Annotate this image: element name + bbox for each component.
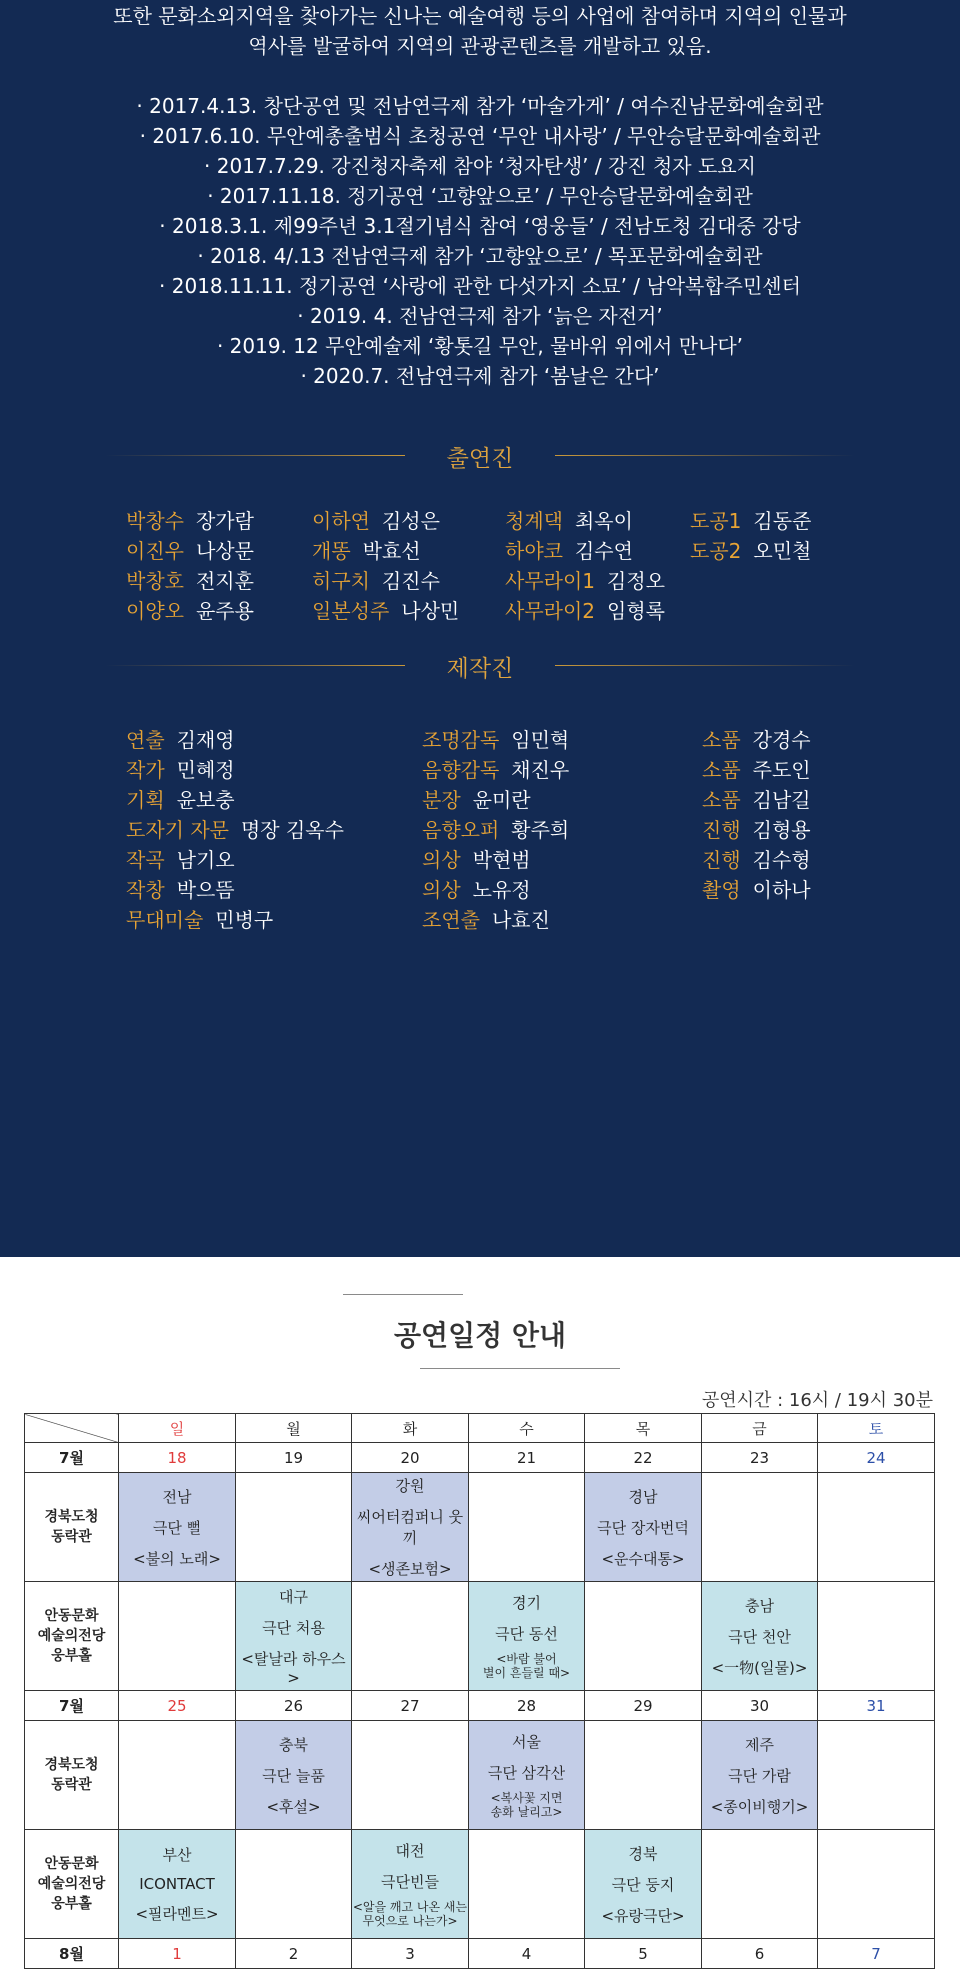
event-line: 극단 가람 [728,1766,791,1785]
history-item: · 2017.11.18. 정기공연 ‘고향앞으로’ / 무안승달문화예술회관 [207,184,753,208]
date-cell: 20 [352,1443,469,1473]
event-line: 대전 [395,1842,425,1860]
crew-entry: 음향감독 채진우 [422,758,570,782]
event-line: <후설> [266,1797,321,1816]
date-cell: 6 [702,1939,818,1969]
crew-entry: 음향오퍼 황주희 [422,818,570,842]
cast-entry: 이진우 나상문 [126,539,254,563]
empty-cell [469,1830,585,1939]
date-cell: 2 [236,1939,352,1969]
event-line: 극단 삼각산 [487,1764,566,1782]
day-header: 목 [585,1414,702,1443]
venue-cell: 경북도청 동락관 [25,1721,119,1830]
event-line: 극단 처용 [262,1618,325,1637]
empty-cell [818,1830,935,1939]
event-line: 극단 동선 [495,1625,558,1643]
date-cell: 3 [352,1939,469,1969]
empty-cell [119,1582,236,1691]
date-cell: 1 [119,1939,236,1969]
cast-entry: 도공2 오민철 [690,539,812,563]
date-cell: 31 [818,1691,935,1721]
event-cell [702,1582,818,1691]
date-cell: 29 [585,1691,702,1721]
date-cell: 22 [585,1443,702,1473]
empty-cell [702,1473,818,1582]
event-cell [469,1721,585,1830]
empty-cell [818,1582,935,1691]
day-header: 일 [119,1414,236,1443]
event-line: 제주 [745,1735,774,1754]
event-line: <탈날라 하우스> [241,1649,346,1687]
history-item: · 2018.3.1. 제99주년 3.1절기념식 참여 ‘영웅들’ / 전남도청 김대중 강당 [159,214,801,238]
history-item: · 2017.4.13. 창단공연 및 전남연극제 참가 ‘마술가게’ / 여수진남문화예술회관 [136,94,824,118]
event-cell [702,1721,818,1830]
event-cell [585,1473,702,1582]
date-cell: 4 [469,1939,585,1969]
history-item: · 2019. 4. 전남연극제 참가 ‘늙은 자전거’ [297,304,663,328]
event-cell [236,1721,352,1830]
empty-cell [352,1721,469,1830]
crew-entry: 분장 윤미란 [422,788,531,812]
date-cell: 27 [352,1691,469,1721]
event-line: 서울 [512,1733,541,1751]
crew-heading [105,650,855,680]
empty-cell [818,1721,935,1830]
event-line: 경기 [512,1594,541,1612]
history-item: · 2017.6.10. 무안예총출범식 초청공연 ‘무안 내사랑’ / 무안승달문화예술회관 [139,124,821,148]
venue-cell: 안동문화 예술의전당 웅부홀 [25,1582,119,1691]
divider [420,1368,620,1369]
crew-entry: 소품 김남길 [702,788,811,812]
event-line: 극단빈들 [381,1873,439,1891]
crew-entry: 기획 윤보충 [126,788,235,812]
corner-cell [25,1414,119,1443]
date-cell: 7 [818,1939,935,1969]
venue-cell: 안동문화 예술의전당 웅부홀 [25,1830,119,1939]
crew-entry: 의상 노유정 [422,878,531,902]
empty-cell [585,1582,702,1691]
cast-entry: 하야코 김수연 [505,539,633,563]
event-cell [119,1473,236,1582]
event-line: 충남 [745,1596,774,1615]
history-item: · 2018. 4/.13 전남연극제 참가 ‘고향앞으로’ / 목포문화예술회관 [197,244,763,268]
event-cell [119,1830,236,1939]
crew-entry: 도자기 자문 명장 김옥수 [126,818,344,842]
day-header: 토 [818,1414,935,1443]
cast-entry: 박창수 장가람 [126,509,254,533]
cast-entry: 개똥 박효선 [312,539,421,563]
event-line: 충북 [279,1735,308,1754]
event-line: 극단 둥지 [611,1875,675,1894]
crew-title: 제작진 [446,656,514,682]
month-cell: 7월 [25,1691,119,1721]
date-cell: 26 [236,1691,352,1721]
cast-entry: 도공1 김동준 [690,509,812,533]
event-line: 극단 뻘 [152,1518,202,1537]
date-cell: 30 [702,1691,818,1721]
event-line: 극단 늘품 [262,1766,325,1785]
venue-cell: 경북도청 동락관 [25,1473,119,1582]
event-cell [352,1830,469,1939]
event-line: <알을 깨고 나온 새는 무엇으로 나는가> [352,1900,468,1928]
empty-cell [469,1473,585,1582]
event-cell [585,1830,702,1939]
day-header: 수 [469,1414,585,1443]
event-line: <一物(일물)> [711,1658,808,1677]
event-line: 전남 [162,1487,192,1506]
divider [343,1294,463,1295]
empty-cell [585,1721,702,1830]
crew-entry: 조연출 나효진 [422,908,550,932]
empty-cell [236,1473,352,1582]
event-line: ICONTACT [139,1875,215,1893]
event-line: 강원 [395,1477,425,1495]
crew-entry: 진행 김형용 [702,818,811,842]
crew-entry: 의상 박현범 [422,848,531,872]
event-line: <생존보험> [368,1560,452,1578]
event-line: 경북 [628,1844,658,1863]
crew-entry: 소품 강경수 [702,728,811,752]
crew-entry: 무대미술 민병구 [126,908,274,932]
day-header: 금 [702,1414,818,1443]
schedule-table [24,1413,935,1969]
event-line: <바람 불어 별이 흔들릴 때> [482,1652,571,1680]
event-line: 부산 [162,1846,192,1864]
event-line: <필라멘트> [135,1905,219,1923]
crew-entry: 진행 김수형 [702,848,811,872]
empty-cell [702,1830,818,1939]
cast-entry: 이하연 김성은 [312,509,440,533]
crew-entry: 소품 주도인 [702,758,811,782]
cast-entry: 일본성주 나상민 [312,599,460,623]
date-cell: 18 [119,1443,236,1473]
performance-time: 공연시간 : 16시 / 19시 30분 [701,1390,933,1411]
event-line: <불의 노래> [133,1549,221,1568]
history-item: · 2019. 12 무안예술제 ‘황톳길 무안, 물바위 위에서 만나다’ [216,334,744,358]
date-cell: 23 [702,1443,818,1473]
crew-entry: 작가 민혜정 [126,758,235,782]
month-cell: 7월 [25,1443,119,1473]
date-cell: 25 [119,1691,236,1721]
event-cell [469,1582,585,1691]
date-cell: 24 [818,1443,935,1473]
date-cell: 19 [236,1443,352,1473]
cast-entry: 청계댁 최옥이 [505,509,633,533]
history-item: · 2018.11.11. 정기공연 ‘사랑에 관한 다섯가지 소묘’ / 남악복합주민센터 [159,274,801,298]
event-line: 경남 [628,1487,658,1506]
event-line: 극단 천안 [728,1627,791,1646]
intro-line: 또한 문화소외지역을 찾아가는 신나는 예술여행 등의 사업에 참여하며 지역의 인물과 [113,4,847,28]
empty-cell [818,1473,935,1582]
date-cell: 5 [585,1939,702,1969]
intro-line: 역사를 발굴하여 지역의 관광콘텐츠를 개발하고 있음. [248,34,712,58]
month-cell: 8월 [25,1939,119,1969]
event-line: <복사꽃 지면 송화 날리고> [490,1791,563,1819]
event-line: 극단 장자번덕 [597,1518,689,1537]
crew-entry: 작창 박으뜸 [126,878,235,902]
crew-entry: 연출 김재영 [126,728,235,752]
cast-entry: 사무라이1 김정오 [505,569,665,593]
cast-title: 출연진 [446,446,514,472]
cast-entry: 히구치 김진수 [312,569,440,593]
crew-entry: 조명감독 임민혁 [422,728,570,752]
event-line: <종이비행기> [710,1797,809,1816]
history-item: · 2020.7. 전남연극제 참가 ‘봄날은 간다’ [300,364,660,388]
cast-entry: 이양오 윤주용 [126,599,254,623]
schedule-title: 공연일정 안내 [393,1319,567,1352]
cast-heading [105,440,855,470]
event-cell [352,1473,469,1582]
event-line: 대구 [279,1587,308,1606]
history-item: · 2017.7.29. 강진청자축제 참야 ‘청자탄생’ / 강진 청자 도요지 [204,154,756,178]
date-cell: 21 [469,1443,585,1473]
event-cell [236,1582,352,1691]
event-line: <유랑극단> [601,1906,685,1925]
day-header: 월 [236,1414,352,1443]
day-header: 화 [352,1414,469,1443]
empty-cell [236,1830,352,1939]
event-line: 씨어터컴퍼니 웃끼 [356,1508,464,1547]
date-cell: 28 [469,1691,585,1721]
cast-entry: 사무라이2 임형록 [505,599,665,623]
crew-entry: 촬영 이하나 [702,878,811,902]
crew-entry: 작곡 남기오 [126,848,235,872]
event-line: <운수대통> [601,1549,685,1568]
empty-cell [119,1721,236,1830]
cast-entry: 박창호 전지훈 [126,569,254,593]
empty-cell [352,1582,469,1691]
